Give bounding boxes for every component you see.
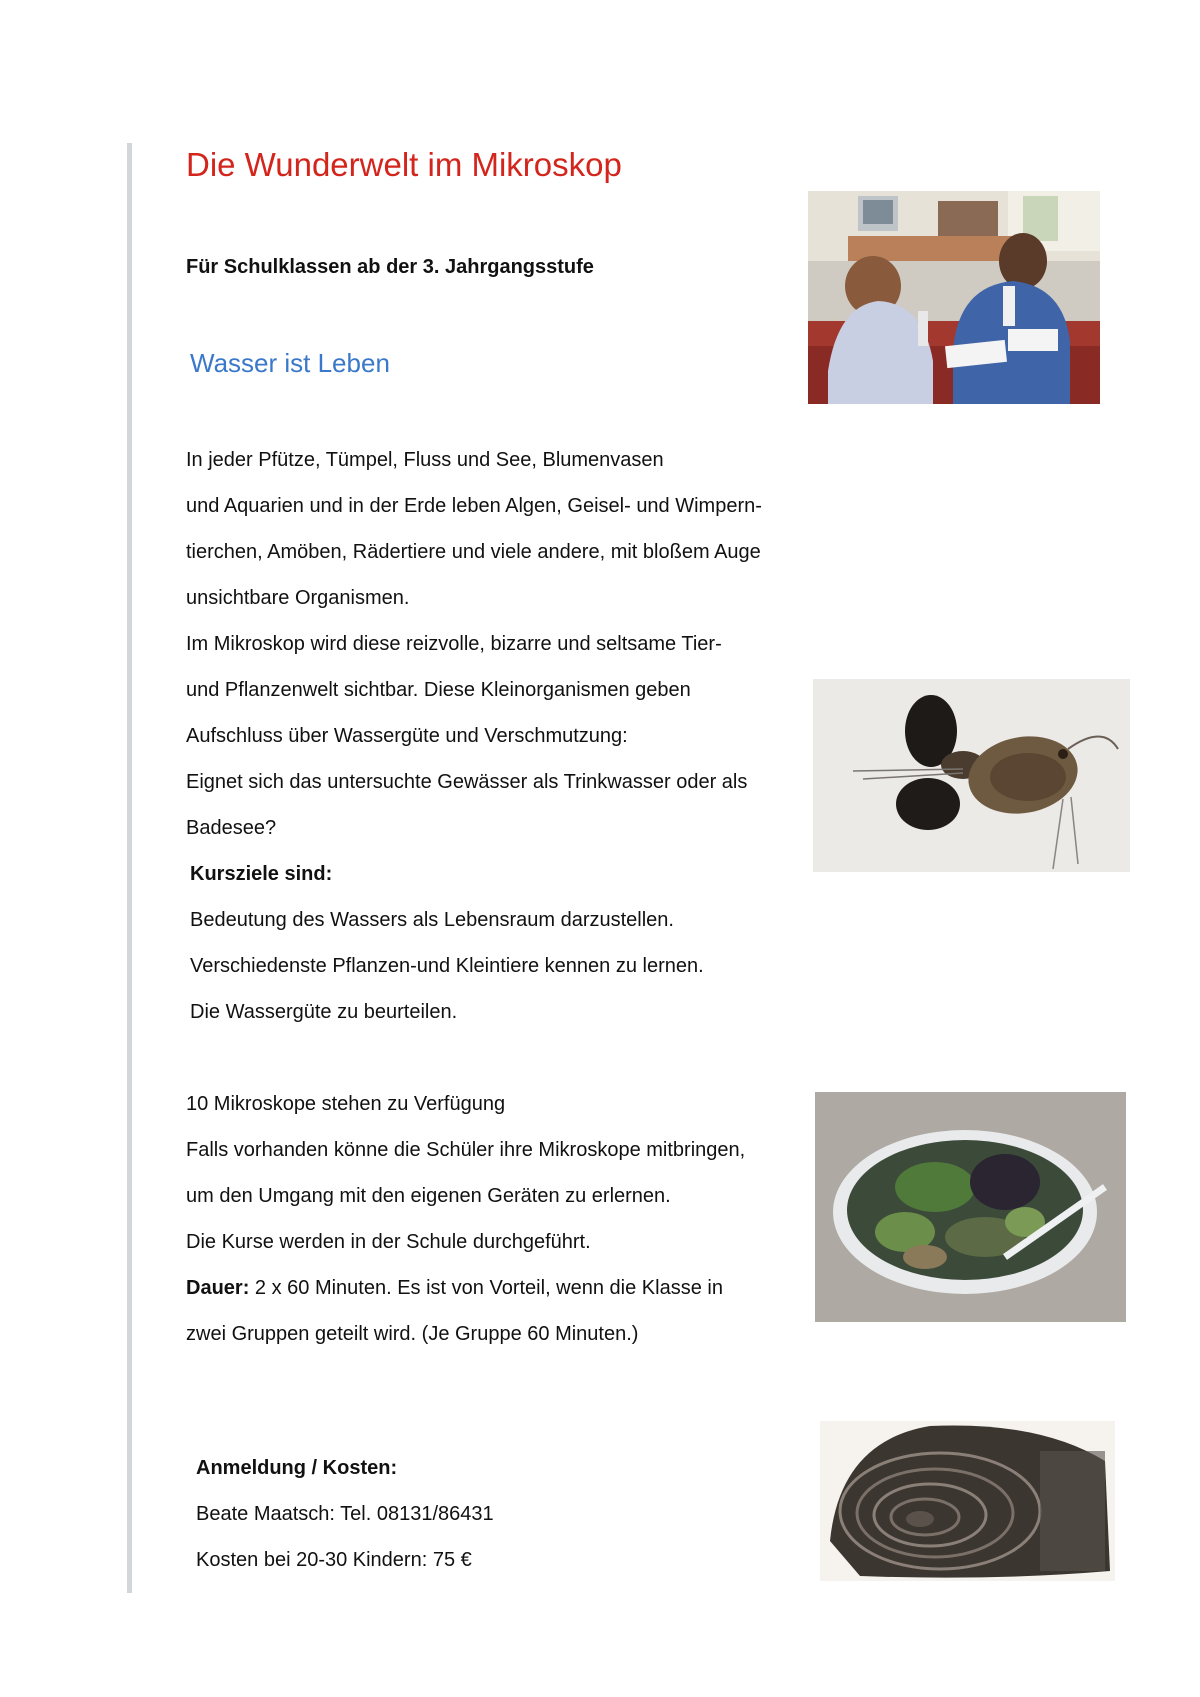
goal-item: Verschiedenste Pflanzen-und Kleintiere kennen zu lernen.	[190, 955, 704, 977]
paragraph-line: tierchen, Amöben, Rädertiere und viele andere, mit bloßem Auge	[186, 541, 761, 563]
registration-block	[196, 1450, 494, 1588]
body-text	[186, 442, 762, 1362]
duration-text: 2 x 60 Minuten. Es ist von Vorteil, wenn die Klasse in	[249, 1277, 723, 1299]
paragraph-line: In jeder Pfütze, Tümpel, Fluss und See, Blumenvasen	[186, 449, 664, 471]
paragraph-line: Badesee?	[186, 817, 277, 839]
contact-line: Beate Maatsch: Tel. 08131/86431	[196, 1503, 494, 1525]
logistics-line: um den Umgang mit den eigenen Geräten zu erlernen.	[186, 1185, 671, 1207]
duration-line	[186, 1270, 762, 1316]
paragraph-line: Aufschluss über Wassergüte und Verschmutzung:	[186, 725, 628, 747]
water-sample-bowl-photo	[815, 1092, 1126, 1322]
left-margin-rule	[127, 143, 132, 1593]
cost-line: Kosten bei 20-30 Kindern: 75 €	[196, 1549, 472, 1571]
copepod-micrograph	[813, 679, 1130, 872]
page-title: Die Wunderwelt im Mikroskop	[186, 146, 622, 183]
blank-line	[186, 1040, 762, 1086]
fish-scale-micrograph	[820, 1421, 1115, 1581]
paragraph-line: Im Mikroskop wird diese reizvolle, bizarre und seltsame Tier-	[186, 633, 722, 655]
registration-heading: Anmeldung / Kosten:	[196, 1457, 398, 1479]
section-title: Wasser ist Leben	[190, 348, 390, 378]
paragraph-line: und Aquarien und in der Erde leben Algen, Geisel- und Wimpern-	[186, 495, 762, 517]
goal-item: Bedeutung des Wassers als Lebensraum darzustellen.	[190, 909, 674, 931]
goal-item: Die Wassergüte zu beurteilen.	[190, 1001, 458, 1023]
paragraph-line: unsichtbare Organismen.	[186, 587, 410, 609]
goals-heading: Kursziele sind:	[190, 863, 333, 885]
duration-line-2: zwei Gruppen geteilt wird. (Je Gruppe 60 Minuten.)	[186, 1323, 639, 1345]
classroom-microscope-photo	[808, 191, 1100, 404]
duration-label: Dauer:	[186, 1277, 250, 1299]
logistics-line: Die Kurse werden in der Schule durchgeführt.	[186, 1231, 591, 1253]
logistics-line: Falls vorhanden könne die Schüler ihre Mikroskope mitbringen,	[186, 1139, 746, 1161]
logistics-line: 10 Mikroskope stehen zu Verfügung	[186, 1093, 506, 1115]
paragraph-line: Eignet sich das untersuchte Gewässer als Trinkwasser oder als	[186, 771, 748, 793]
paragraph-line: und Pflanzenwelt sichtbar. Diese Kleinorganismen geben	[186, 679, 691, 701]
audience-line: Für Schulklassen ab der 3. Jahrgangsstufe	[186, 256, 594, 278]
